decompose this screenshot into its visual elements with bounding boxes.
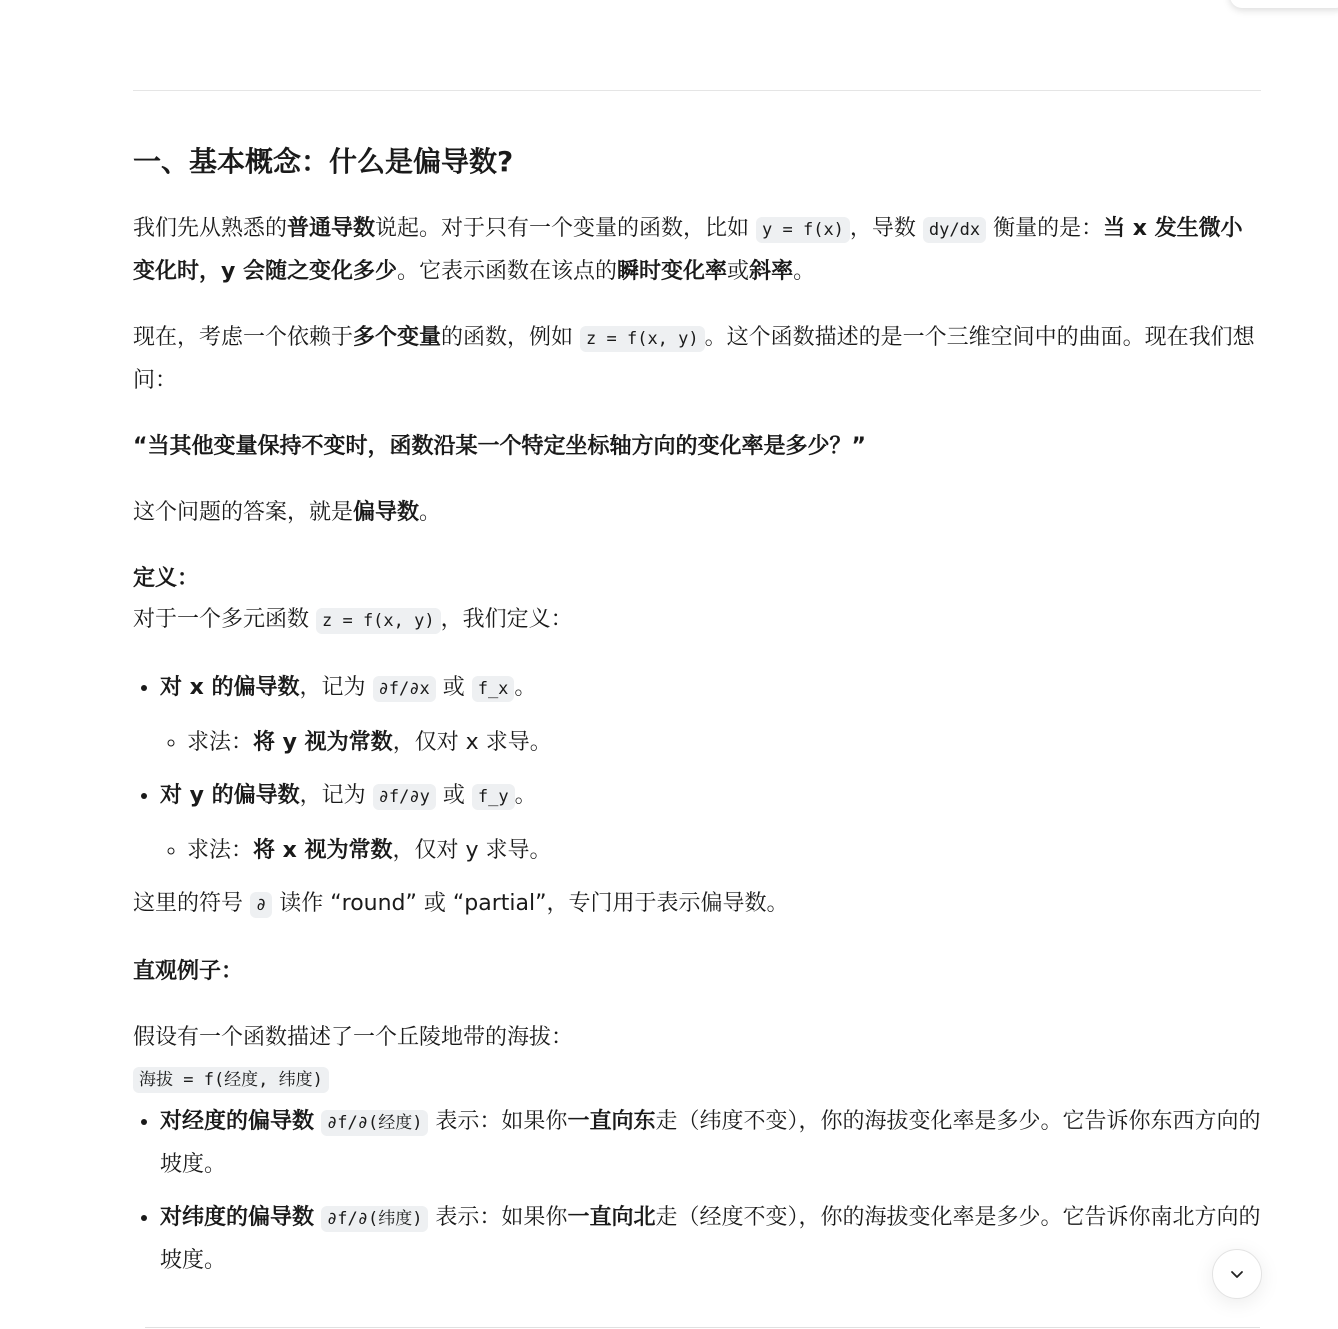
text: 对于一个多元函数 <box>133 607 316 632</box>
floating-card-edge <box>1230 0 1338 8</box>
sub-list-item <box>187 830 1261 871</box>
text: 。这个函数描述的是一个三维空间中的曲面。现在我们想问： <box>133 325 1255 393</box>
text: 。 <box>793 259 816 284</box>
inline-code: ∂f/∂(纬度) <box>321 1206 428 1232</box>
text: 或 <box>435 783 472 808</box>
text: ，记为 <box>299 675 373 700</box>
text: 求法： <box>187 730 254 755</box>
inline-code: ∂f/∂y <box>373 784 436 810</box>
paragraph <box>133 426 1261 467</box>
text: 走（纬度不变），你的海拔变化率是多少。它告诉你东西方向的坡度。 <box>160 1109 1261 1177</box>
bold-text: 多个变量 <box>353 325 442 350</box>
scroll-to-bottom-button[interactable] <box>1212 1249 1262 1299</box>
text <box>314 1109 321 1134</box>
paragraph <box>133 317 1261 401</box>
divider <box>133 90 1261 91</box>
section-heading: 一、基本概念：什么是偏导数? <box>133 145 514 178</box>
text: 。 <box>514 783 537 808</box>
bold-text: 将 y 视为常数 <box>253 730 393 755</box>
inline-code: f_y <box>472 784 515 810</box>
paragraph <box>133 558 1261 642</box>
bold-text: 直观例子： <box>133 959 244 984</box>
text: ，仅对 x 求导。 <box>392 730 552 755</box>
chevron-down-icon <box>1229 1266 1245 1282</box>
divider <box>145 1327 1260 1328</box>
bold-text: 一直向东 <box>567 1109 656 1134</box>
bold-text: 将 x 视为常数 <box>253 838 393 863</box>
paragraph <box>133 492 1261 533</box>
sub-list <box>160 722 1261 763</box>
text: 假设有一个函数描述了一个丘陵地带的海拔： <box>133 1025 574 1050</box>
paragraph <box>133 951 1261 992</box>
bold-text: 普通导数 <box>287 216 376 241</box>
article-body <box>133 208 1261 1293</box>
bold-text: 定义： <box>133 566 200 591</box>
bullet-list <box>133 667 1261 871</box>
list-item <box>160 1197 1261 1281</box>
text: 。 <box>514 675 537 700</box>
text: ，导数 <box>849 216 923 241</box>
text: 或 <box>435 675 472 700</box>
text: 现在，考虑一个依赖于 <box>133 325 354 350</box>
list-item <box>160 775 1261 871</box>
paragraph <box>133 1017 1261 1101</box>
inline-code: z = f(x, y) <box>580 326 705 352</box>
bold-text: “当其他变量保持不变时，函数沿某一个特定坐标轴方向的变化率是多少？” <box>133 434 866 459</box>
text: ，记为 <box>299 783 373 808</box>
list-item <box>160 1101 1261 1185</box>
bold-text: 对纬度的偏导数 <box>160 1205 315 1230</box>
text: 说起。对于只有一个变量的函数，比如 <box>375 216 757 241</box>
inline-code: y = f(x) <box>756 217 850 243</box>
paragraph <box>133 208 1261 292</box>
text: 求法： <box>187 838 254 863</box>
bold-text: 当 x 发生微小变化时，y 会随之变化多少 <box>133 216 1243 284</box>
text: 表示：如果你 <box>428 1205 568 1230</box>
text: 这个问题的答案，就是 <box>133 500 354 525</box>
text <box>314 1205 321 1230</box>
bold-text: 斜率 <box>749 259 794 284</box>
bold-text: 对 x 的偏导数 <box>160 675 300 700</box>
list-item <box>160 667 1261 763</box>
text: 读作 “round” 或 “partial”，专门用于表示偏导数。 <box>272 891 789 916</box>
inline-code: ∂f/∂x <box>373 676 436 702</box>
sub-list-item <box>187 722 1261 763</box>
text: 这里的符号 <box>133 891 250 916</box>
text: ，我们定义： <box>440 607 573 632</box>
inline-code: ∂f/∂(经度) <box>321 1110 428 1136</box>
text: ，仅对 y 求导。 <box>392 838 552 863</box>
inline-code: ∂ <box>250 892 272 918</box>
bold-text: 偏导数 <box>353 500 420 525</box>
text: 或 <box>727 259 750 284</box>
inline-code: z = f(x, y) <box>316 608 441 634</box>
text: 表示：如果你 <box>428 1109 568 1134</box>
inline-code: f_x <box>472 676 515 702</box>
inline-code: 海拔 = f(经度, 纬度) <box>133 1067 329 1093</box>
text: 衡量的是： <box>986 216 1104 241</box>
bold-text: 对 y 的偏导数 <box>160 783 300 808</box>
bullet-list <box>133 1101 1261 1281</box>
sub-list <box>160 830 1261 871</box>
text: 我们先从熟悉的 <box>133 216 288 241</box>
bold-text: 对经度的偏导数 <box>160 1109 315 1134</box>
inline-code: dy/dx <box>923 217 986 243</box>
bold-text: 瞬时变化率 <box>617 259 728 284</box>
paragraph <box>133 883 1261 926</box>
text: 。 <box>419 500 442 525</box>
text: 。它表示函数在该点的 <box>397 259 618 284</box>
text: 走（经度不变），你的海拔变化率是多少。它告诉你南北方向的坡度。 <box>160 1205 1261 1273</box>
text: 的函数，例如 <box>441 325 581 350</box>
bold-text: 一直向北 <box>567 1205 656 1230</box>
